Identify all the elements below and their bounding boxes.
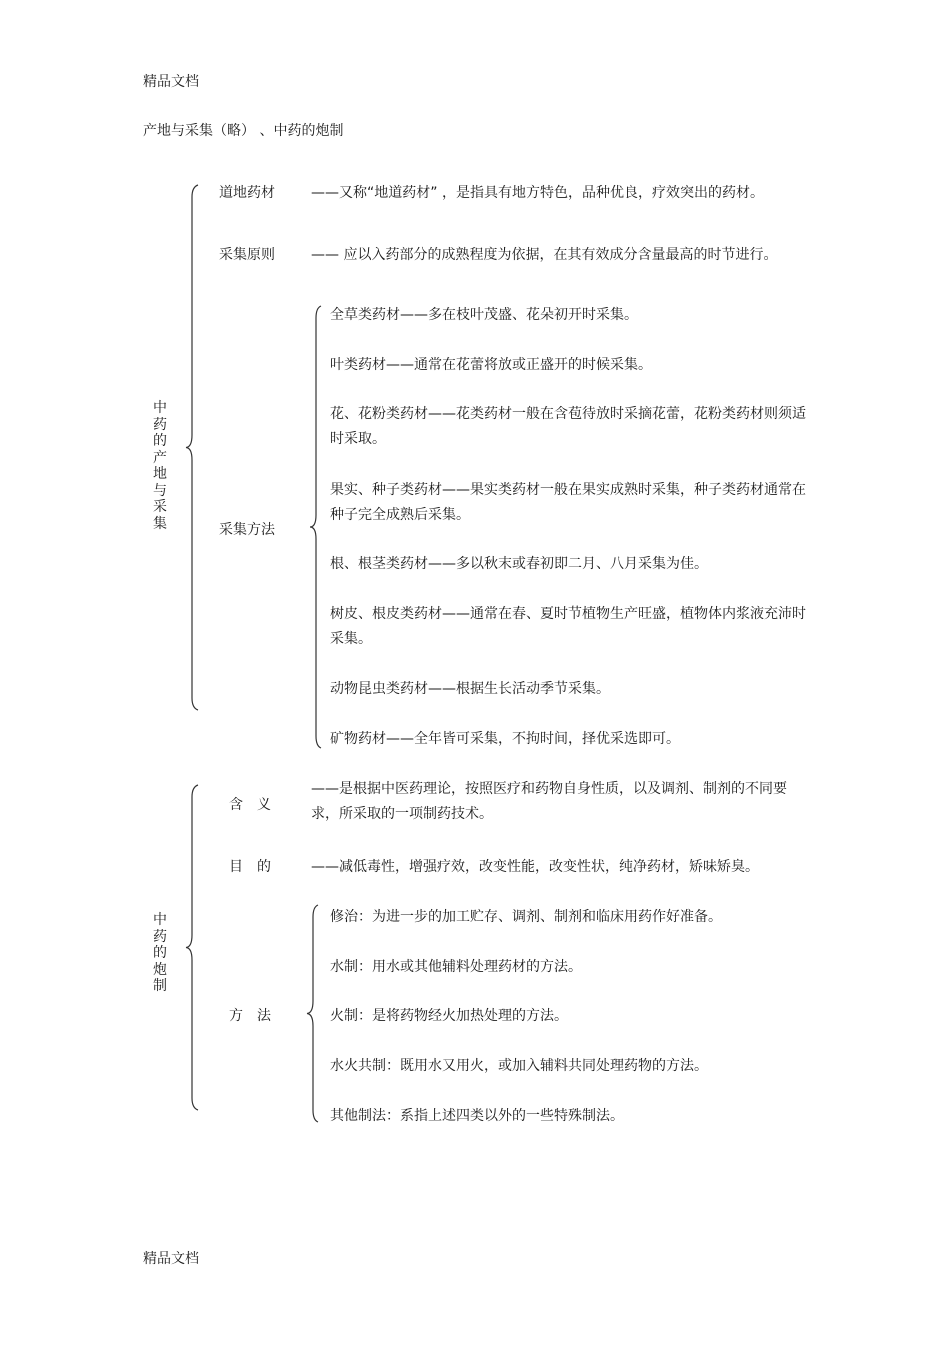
term-daodi: 道地药材 <box>219 185 275 201</box>
term-principle: 采集原则 <box>219 247 275 263</box>
desc-principle: —— 应以入药部分的成熟程度为依据，在其有效成分含量最高的时节进行。 <box>311 247 778 263</box>
term-processing-methods: 方 法 <box>229 1008 271 1024</box>
processing-method-item: 水制：用水或其他辅料处理药材的方法。 <box>330 959 582 975</box>
collection-methods-brace <box>307 306 327 748</box>
term-meaning: 含 义 <box>229 797 271 813</box>
term-collection-methods: 采集方法 <box>219 522 275 538</box>
collection-method-item: 树皮、根皮类药材——通常在春、夏时节植物生产旺盛，植物体内浆液充沛时采集。 <box>330 606 806 647</box>
desc-purpose: ——减低毒性，增强疗效，改变性能，改变性状，纯净药材，矫味矫臭。 <box>311 859 759 875</box>
processing-method-item: 修治：为进一步的加工贮存、调剂、制剂和临床用药作好准备。 <box>330 909 722 925</box>
desc-daodi: ——又称“地道药材” ，是指具有地方特色，品种优良，疗效突出的药材。 <box>311 185 764 201</box>
processing-method-item: 其他制法：系指上述四类以外的一些特殊制法。 <box>330 1108 624 1124</box>
processing-method-item: 火制：是将药物经火加热处理的方法。 <box>330 1008 568 1024</box>
document-title: 产地与采集（略） 、中药的炮制 <box>143 123 344 139</box>
section2-title: 中药的炮制 <box>153 912 167 994</box>
collection-method-item: 全草类药材——多在枝叶茂盛、花朵初开时采集。 <box>330 307 638 323</box>
footer-label: 精品文档 <box>143 1251 199 1267</box>
section1-title: 中药的产地与采集 <box>153 400 167 532</box>
header-label: 精品文档 <box>143 74 199 90</box>
desc-meaning: ——是根据中医药理论，按照医疗和药物自身性质，以及调剂、制剂的不同要求，所采取的一项制药技术。 <box>311 781 787 822</box>
section1-brace <box>186 185 206 710</box>
term-purpose: 目 的 <box>229 859 271 875</box>
collection-method-item: 花、花粉类药材——花类药材一般在含苞待放时采摘花蕾，花粉类药材则须适时采取。 <box>330 406 806 447</box>
collection-method-item: 动物昆虫类药材——根据生长活动季节采集。 <box>330 681 610 697</box>
collection-method-item: 矿物药材——全年皆可采集，不拘时间，择优采选即可。 <box>330 731 680 747</box>
collection-method-item: 果实、种子类药材——果实类药材一般在果实成熟时采集，种子类药材通常在种子完全成熟后采集。 <box>330 482 806 523</box>
processing-method-item: 水火共制：既用水又用火，或加入辅料共同处理药物的方法。 <box>330 1058 708 1074</box>
collection-method-item: 根、根茎类药材——多以秋末或春初即二月、八月采集为佳。 <box>330 556 708 572</box>
section2-brace <box>186 785 206 1110</box>
processing-methods-brace <box>304 905 324 1122</box>
collection-method-item: 叶类药材——通常在花蕾将放或正盛开的时候采集。 <box>330 357 652 373</box>
